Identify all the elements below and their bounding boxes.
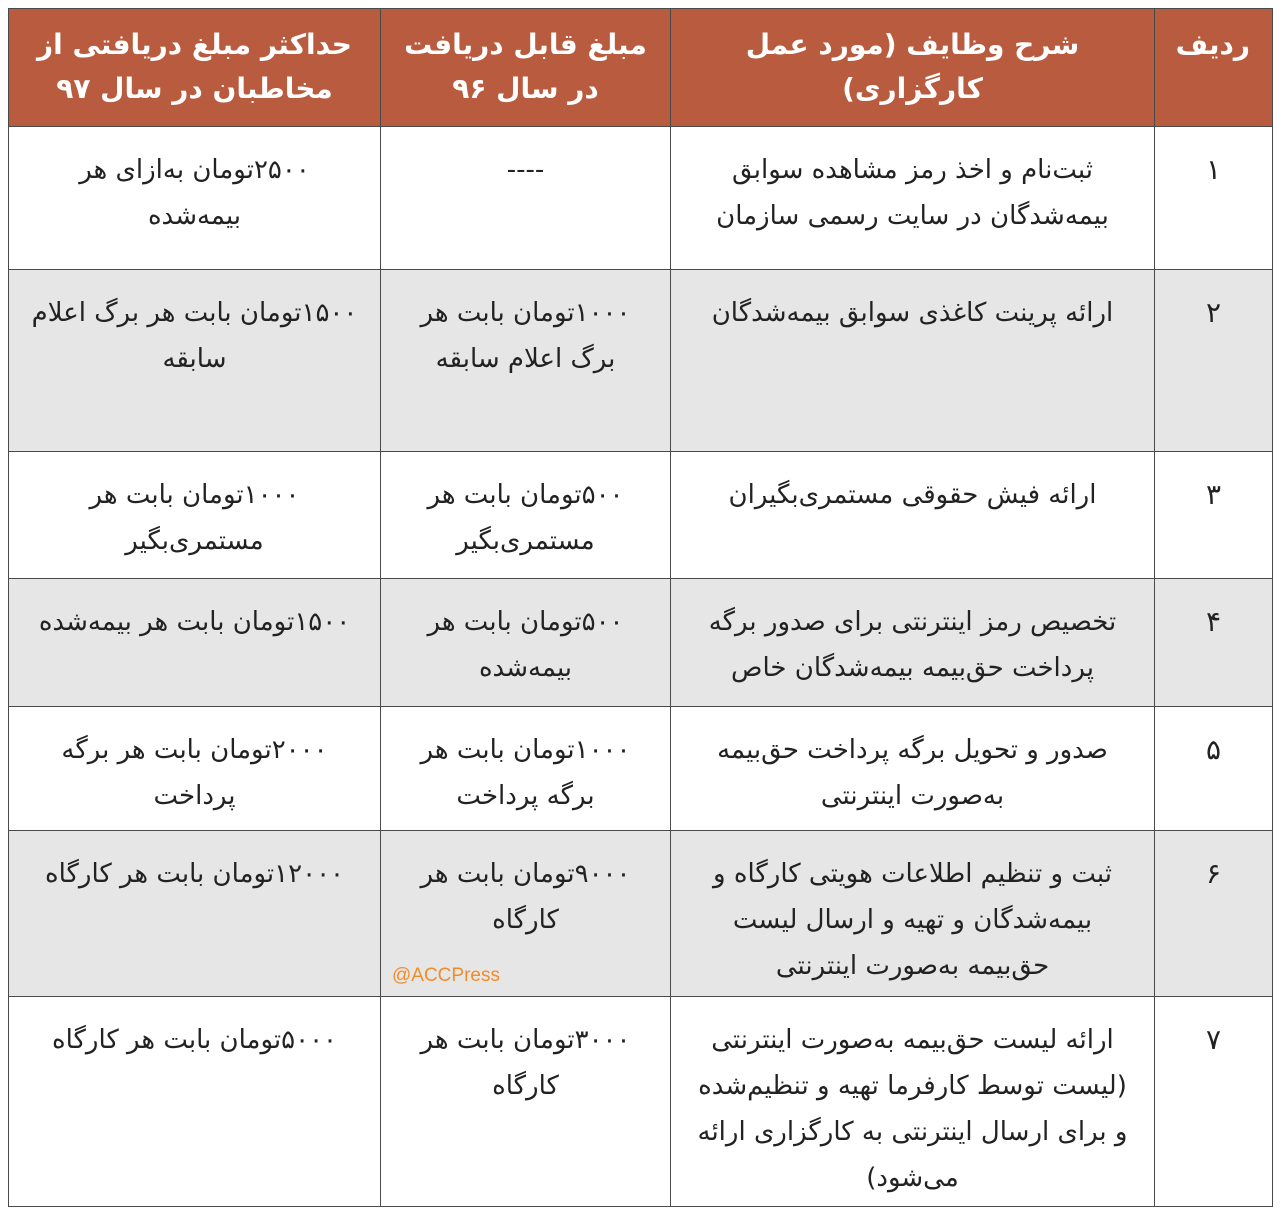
row-number: ۵ [1155,707,1273,831]
row-description: ارائه لیست حق‌بیمه به‌صورت اینترنتی (لیست توسط کارفرما تهیه و تنظیم‌شده و برای ارسال اینترنتی به کارگزاری ارائه می‌شود) [671,997,1155,1207]
row-fee-97: ۲۵۰۰تومان به‌ازای هر بیمه‌شده [9,127,381,270]
table-row [9,127,1273,270]
row-description: ثبت‌نام و اخذ رمز مشاهده سوابق بیمه‌شدگان در سایت رسمی سازمان [671,127,1155,270]
table-row [9,997,1273,1207]
row-fee-96: ۱۰۰۰تومان بابت هر برگ اعلام سابقه [381,270,671,452]
row-number: ۳ [1155,452,1273,579]
row-description: ارائه فیش حقوقی مستمری‌بگیران [671,452,1155,579]
table-row [9,831,1273,997]
row-fee-96: ۹۰۰۰تومان بابت هر کارگاه [381,831,671,997]
row-number: ۶ [1155,831,1273,997]
row-number: ۷ [1155,997,1273,1207]
row-fee-97: ۱۰۰۰تومان بابت هر مستمری‌بگیر [9,452,381,579]
table-row [9,452,1273,579]
header-description: شرح وظایف (مورد عمل کارگزاری) [671,9,1155,127]
row-description: تخصیص رمز اینترنتی برای صدور برگه پرداخت حق‌بیمه بیمه‌شدگان خاص [671,579,1155,707]
table-row [9,270,1273,452]
fees-table [8,8,1273,1207]
header-fee-97: حداکثر مبلغ دریافتی از مخاطبان در سال ۹۷ [9,9,381,127]
row-fee-97: ۱۵۰۰تومان بابت هر برگ اعلام سابقه [9,270,381,452]
row-fee-96: ۵۰۰تومان بابت هر مستمری‌بگیر [381,452,671,579]
row-fee-97: ۲۰۰۰تومان بابت هر برگه پرداخت [9,707,381,831]
row-description: صدور و تحویل برگه پرداخت حق‌بیمه به‌صورت اینترنتی [671,707,1155,831]
row-fee-96: ۵۰۰تومان بابت هر بیمه‌شده [381,579,671,707]
header-row [9,9,1273,127]
header-row-number: ردیف [1155,9,1273,127]
header-fee-96: مبلغ قابل دریافت در سال ۹۶ [381,9,671,127]
row-description: ثبت و تنظیم اطلاعات هویتی کارگاه و بیمه‌شدگان و تهیه و ارسال لیست حق‌بیمه به‌صورت اینترنتی [671,831,1155,997]
row-number: ۱ [1155,127,1273,270]
row-description: ارائه پرینت کاغذی سوابق بیمه‌شدگان [671,270,1155,452]
row-number: ۲ [1155,270,1273,452]
watermark-text: @ACCPress [392,965,500,986]
row-fee-96: ۱۰۰۰تومان بابت هر برگه پرداخت [381,707,671,831]
row-fee-96: ---- [381,127,671,270]
row-fee-97: ۱۲۰۰۰تومان بابت هر کارگاه [9,831,381,997]
table-row [9,579,1273,707]
row-fee-97: ۱۵۰۰تومان بابت هر بیمه‌شده [9,579,381,707]
row-fee-96: ۳۰۰۰تومان بابت هر کارگاه [381,997,671,1207]
table-row [9,707,1273,831]
row-fee-97: ۵۰۰۰تومان بابت هر کارگاه [9,997,381,1207]
row-number: ۴ [1155,579,1273,707]
